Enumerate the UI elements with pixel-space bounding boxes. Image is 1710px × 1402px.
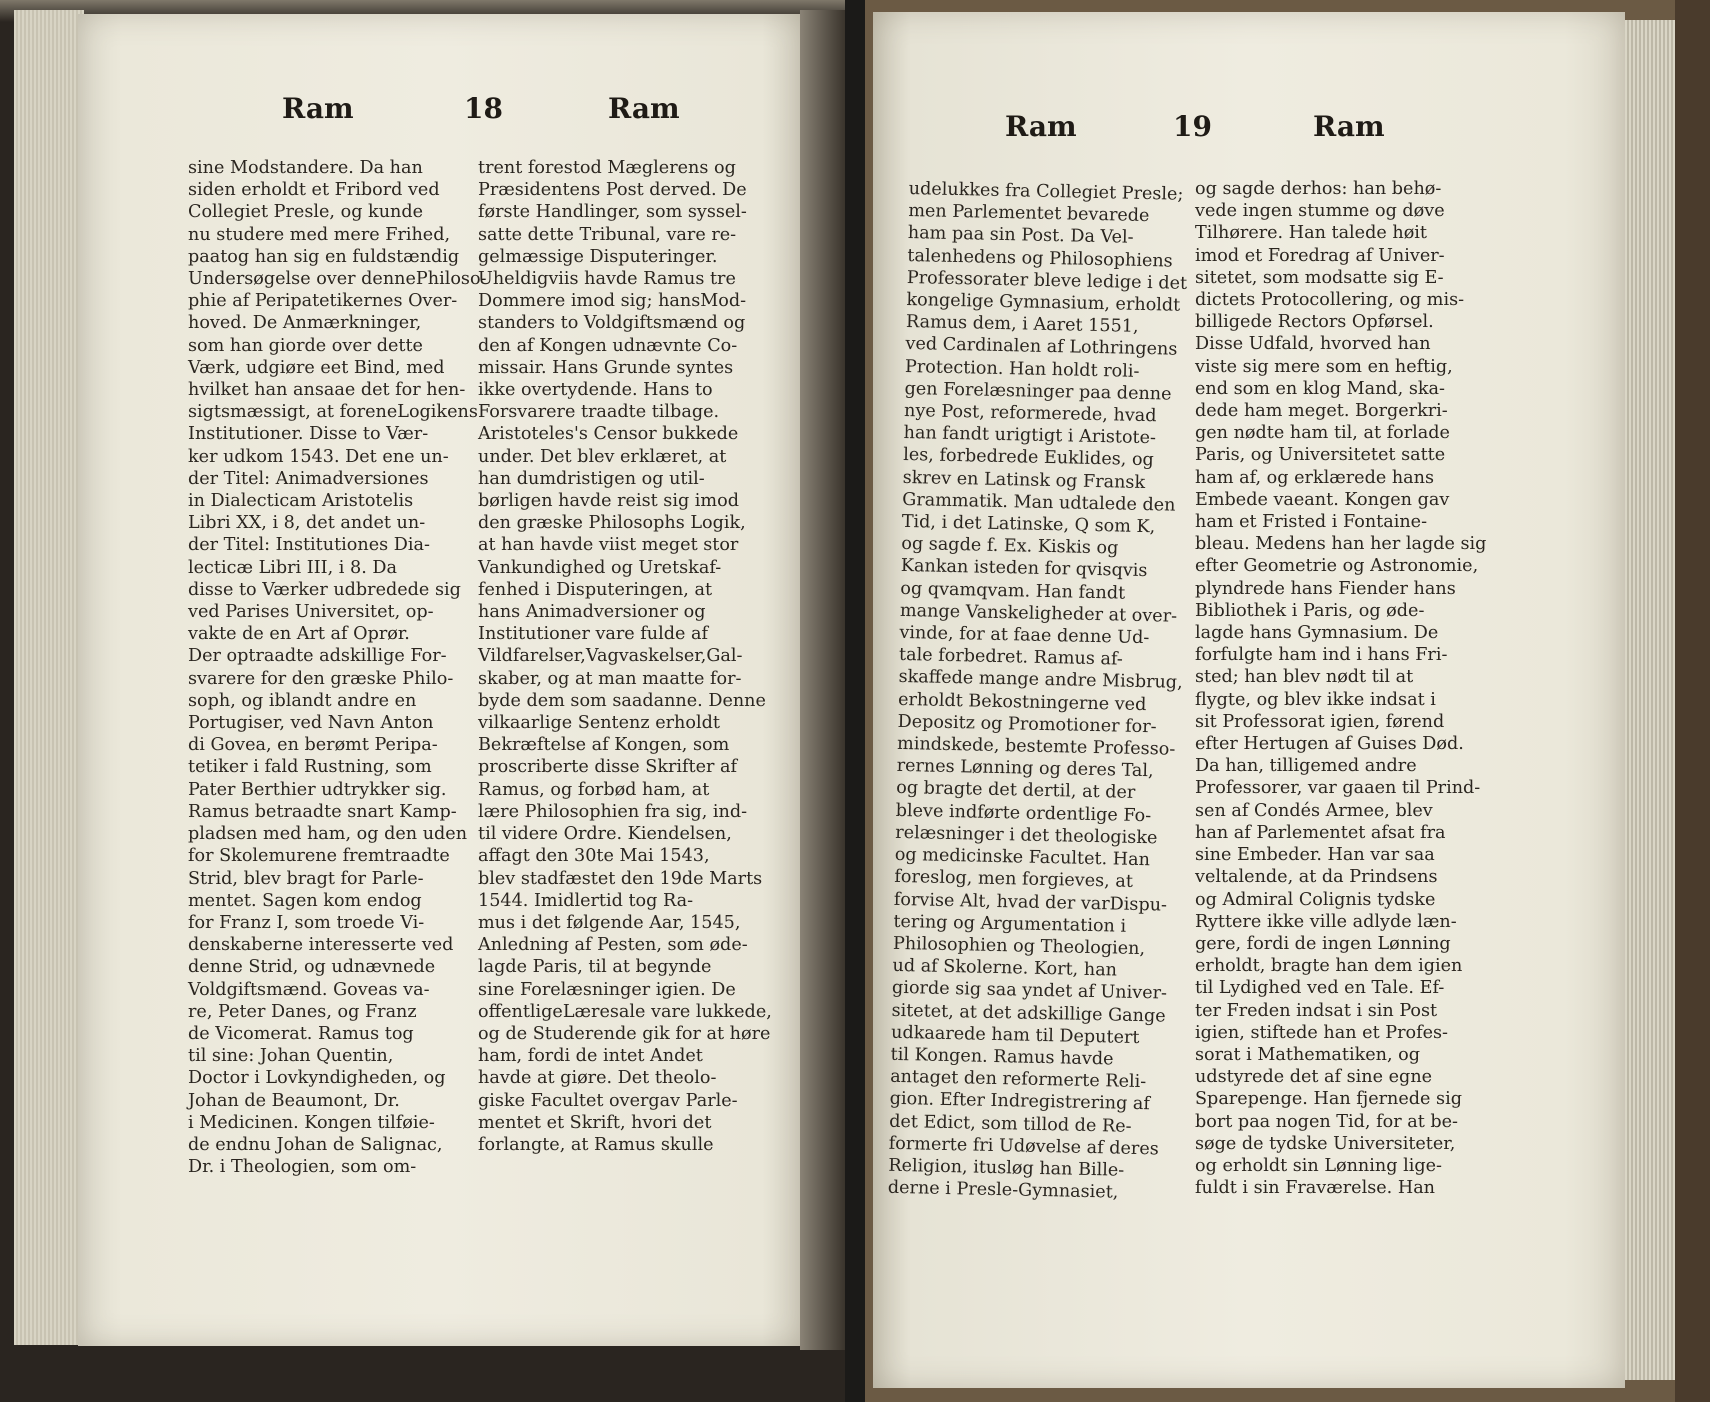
text-line: svarere for den græske Philo- [188, 668, 454, 689]
text-line: tering og Argumentation i [893, 911, 1127, 937]
text-line: billigede Rectors Opførsel. [1195, 312, 1434, 333]
text-line: soph, og iblandt andre en [188, 690, 417, 711]
text-line: vakte de en Art af Oprør. [188, 624, 410, 645]
text-line: udelukkes fra Collegiet Presle; [908, 178, 1184, 205]
text-line: re, Peter Danes, og Franz [188, 1001, 417, 1022]
text-line: giorde sig saa yndet af Univer- [891, 978, 1168, 1004]
text-line: lagde hans Gymnasium. De [1195, 623, 1439, 644]
text-line: Tid, i det Latinske, Q som K, [901, 511, 1156, 538]
text-column-2 [478, 157, 778, 1156]
text-line: fuldt i sin Fraværelse. Han [1195, 1178, 1436, 1199]
right-page-photo [865, 0, 1710, 1402]
text-line: de Vicomerat. Ramus tog [188, 1023, 414, 1044]
text-line: der Titel: Institutiones Dia- [188, 535, 430, 556]
left-page-photo [0, 0, 845, 1402]
text-line: der Titel: Animadversiones [188, 468, 429, 489]
text-line: Libri XX, i 8, det andet un- [188, 513, 426, 534]
text-line: mentet. Sagen kom endog [188, 890, 422, 911]
text-line: sigtsmæssigt, at foreneLogikens [188, 402, 478, 423]
text-line: den græske Philosophs Logik, [478, 513, 746, 534]
text-line: nu studere med mere Frihed, [188, 224, 451, 245]
text-line: for Skolemurene fremtraadte [188, 846, 450, 867]
text-line: dictets Protocollering, og mis- [1195, 290, 1465, 311]
text-line: sit Professorat igien, førend [1195, 711, 1445, 732]
text-line: flygte, og blev ikke indsat i [1195, 689, 1436, 710]
text-line: Da han, tilligemed andre [1195, 756, 1417, 777]
text-line: Uheldigviis havde Ramus tre [478, 269, 736, 290]
text-line: ham et Fristed i Fontaine- [1195, 512, 1428, 533]
text-line: sine Modstandere. Da han [188, 158, 423, 178]
text-line: ved Cardinalen af Lothringens [905, 334, 1178, 361]
text-line: Ramus betraadte snart Kamp- [188, 801, 457, 822]
text-line: giske Facultet overgav Parle- [478, 1090, 738, 1111]
text-line: nye Post, reformerede, hvad [903, 400, 1157, 427]
text-line: byde dem som saadanne. Denne [478, 690, 766, 711]
text-line: Der optraadte adskillige For- [188, 646, 447, 667]
text-line: proscriberte disse Skrifter af [478, 757, 738, 778]
right-page-edges [1625, 20, 1675, 1380]
text-line: skrev en Latinsk og Fransk [902, 467, 1146, 493]
text-line: in Dialecticam Aristotelis [188, 491, 414, 512]
text-line: og Admiral Colignis tydske [1195, 889, 1436, 910]
text-line: mindskede, bestemte Professo- [896, 733, 1176, 760]
text-line: for Franz I, som troede Vi- [188, 912, 425, 933]
text-line: veltalende, at da Prindsens [1195, 867, 1438, 888]
text-line: Disse Udfald, hvorved han [1195, 334, 1431, 355]
text-line: forvise Alt, hvad der varDispu- [893, 889, 1168, 916]
text-line: Kankan isteden for qvisqvis [900, 556, 1148, 582]
text-line: han af Parlementet afsat fra [1195, 822, 1446, 843]
text-line: standers to Voldgiftsmænd og [478, 313, 746, 334]
text-line: derne i Presle-Gymnasiet, [887, 1177, 1119, 1203]
text-line: til sine: Johan Quentin, [188, 1046, 394, 1067]
text-line: les, forbedrede Euklides, og [902, 445, 1154, 471]
text-line: han fandt urigtigt i Aristote- [903, 423, 1157, 449]
left-page-edges [14, 10, 84, 1345]
text-line: dede ham meget. Borgerkri- [1195, 401, 1448, 422]
text-line: vede ingen stumme og døve [1195, 201, 1445, 222]
text-line: phie af Peripatetikernes Over- [188, 291, 458, 312]
text-line: hvilket han ansaae det for hen- [188, 380, 466, 401]
text-line: de endnu Johan de Salignac, [188, 1134, 443, 1155]
text-line: bort paa nogen Tid, for at be- [1195, 1111, 1458, 1132]
text-line: til Kongen. Ramus havde [890, 1044, 1114, 1070]
text-line: ham, fordi de intet Andet [478, 1046, 703, 1067]
running-head-left: Ram [282, 92, 354, 125]
text-line: han dumdristigen og util- [478, 468, 705, 489]
text-line: viste sig mere som en heftig, [1195, 356, 1453, 377]
text-line: at han havde viist meget stor [478, 535, 739, 556]
text-line: forfulgte ham ind i hans Fri- [1195, 645, 1448, 666]
text-line: Collegiet Presle, og kunde [188, 202, 424, 223]
text-line: Aristoteles's Censor bukkede [478, 424, 739, 445]
text-line: til Lydighed ved en Tale. Ef- [1195, 978, 1445, 999]
text-line: i Medicinen. Kongen tilføie- [188, 1112, 435, 1133]
text-line: denskaberne interesserte ved [188, 935, 454, 956]
text-line: søge de tydske Universiteter, [1195, 1133, 1456, 1154]
text-line: Grammatik. Man udtalede den [902, 489, 1176, 516]
text-line: denne Strid, og udnævnede [188, 957, 436, 978]
text-line: udstyrede det af sine egne [1195, 1067, 1433, 1088]
text-line: vinde, for at faae denne Ud- [899, 622, 1150, 649]
text-line: og bragte det dertil, at der [896, 778, 1136, 804]
text-line: sitetet, som modsatte sig E- [1195, 267, 1444, 288]
text-line: Ramus, og forbød ham, at [478, 779, 710, 800]
text-line: børligen havde reist sig imod [478, 491, 739, 512]
text-line: foreslog, men forgieves, at [894, 867, 1134, 893]
text-line: Præsidentens Post derved. De [478, 180, 747, 201]
text-line: ker udkom 1543. Det ene un- [188, 446, 449, 467]
running-head-left: Ram [1005, 110, 1077, 143]
text-line: hans Animadversioner og [478, 602, 706, 623]
text-line: mus i det følgende Aar, 1545, [478, 912, 741, 933]
text-line: Ramus dem, i Aaret 1551, [905, 312, 1139, 338]
running-head-right: Ram [608, 92, 680, 125]
text-line: lagde Paris, til at begynde [478, 957, 712, 978]
text-line: Dommere imod sig; hansMod- [478, 291, 747, 312]
text-line: Portugiser, ved Navn Anton [188, 713, 434, 734]
text-line: og medicinske Facultet. Han [894, 844, 1151, 871]
text-line: Doctor i Lovkyndigheden, og [188, 1068, 446, 1089]
text-line: bleau. Medens han her lagde sig [1195, 534, 1487, 555]
text-line: Voldgiftsmænd. Goveas va- [188, 979, 430, 1000]
text-line: og sagde derhos: han behø- [1195, 179, 1442, 199]
text-line: trent forestod Mæglerens og [478, 158, 736, 178]
text-line: Ryttere ikke ville adlyde læn- [1195, 911, 1457, 932]
text-line: lecticæ Libri III, i 8. Da [188, 557, 398, 578]
text-line: gelmæssige Disputeringer. [478, 246, 718, 267]
text-line: Institutioner vare fulde af [478, 624, 709, 645]
text-line: sitetet, at det adskillige Gange [891, 1000, 1166, 1027]
running-head-right: Ram [1313, 110, 1385, 143]
text-line: Pater Berthier udtrykker sig. [188, 779, 447, 800]
text-column-2 [1195, 178, 1505, 1199]
text-line: vilkaarlige Sentenz erholdt [478, 713, 720, 734]
text-line: gen Forelæsninger paa denne [904, 378, 1172, 405]
text-line: sorat i Mathematiken, og [1195, 1044, 1421, 1065]
text-line: men Parlementet bevarede [908, 201, 1150, 227]
text-line: disse to Værker udbredede sig [188, 579, 461, 600]
text-line: lære Philosophien fra sig, ind- [478, 801, 748, 822]
text-line: første Handlinger, som syssel- [478, 202, 747, 223]
text-line: Bibliothek i Paris, og øde- [1195, 600, 1425, 621]
text-line: gion. Efter Indregistrering af [889, 1089, 1151, 1115]
text-line: di Govea, en berømt Peripa- [188, 735, 438, 756]
text-line: Undersøgelse over dennePhiloso- [188, 269, 487, 290]
text-line: rernes Lønning og deres Tal, [896, 756, 1154, 782]
text-line: tale forbedret. Ramus af- [898, 645, 1123, 670]
text-line: erholdt, bragte han dem igien [1195, 956, 1463, 977]
text-line: efter Hertugen af Guises Død. [1195, 734, 1464, 755]
text-line: gen nødte ham til, at forlade [1195, 423, 1450, 444]
text-line: bleve indførte ordentlige Fo- [895, 800, 1152, 826]
text-line: formerte fri Udøvelse af deres [888, 1133, 1159, 1160]
text-line: Depositz og Promotioner for- [897, 711, 1157, 738]
text-line: Anledning af Pesten, som øde- [478, 935, 748, 956]
text-line: havde at giøre. Det theolo- [478, 1068, 717, 1089]
text-line: Bekræftelse af Kongen, som [478, 735, 730, 756]
text-line: pladsen med ham, og den uden [188, 824, 468, 845]
text-line: ud af Skolerne. Kort, han [892, 955, 1118, 981]
text-line: missair. Hans Grunde syntes [478, 357, 734, 378]
text-line: mentet et Skrift, hvori det [478, 1112, 712, 1133]
page-number: 18 [464, 92, 503, 125]
text-line: tetiker i fald Rustning, som [188, 757, 432, 778]
text-line: hoved. De Anmærkninger, [188, 313, 422, 334]
text-line: Vankundighed og Uretskaf- [478, 557, 722, 578]
text-line: sted; han blev nødt til at [1195, 667, 1414, 688]
text-line: Religion, itusløg han Bille- [888, 1155, 1125, 1181]
text-line: igien, stiftede han et Profes- [1195, 1022, 1448, 1043]
text-line: efter Geometrie og Astronomie, [1195, 556, 1479, 577]
text-line: paatog han sig en fuldstændig [188, 246, 460, 267]
text-line: og qvamqvam. Han fandt [900, 578, 1126, 604]
text-line: forlangte, at Ramus skulle [478, 1134, 714, 1155]
text-line: Professorater bleve ledige i det [906, 267, 1188, 294]
text-line: siden erholdt et Fribord ved [188, 180, 440, 201]
cover-edge [1675, 0, 1710, 1402]
text-line: skaffede mange andre Misbrug, [898, 667, 1183, 694]
text-line: affagt den 30te Mai 1543, [478, 846, 710, 867]
binding-shadow [800, 10, 845, 1350]
text-line: mange Vanskeligheder at over- [899, 600, 1178, 627]
text-line: under. Det blev erklæret, at [478, 446, 727, 467]
text-line: 1544. Imidlertid tog Ra- [478, 890, 694, 911]
text-line: Philosophien og Theologien, [892, 933, 1146, 960]
text-line: Sparepenge. Han fjernede sig [1195, 1089, 1462, 1110]
text-line: gere, fordi de ingen Lønning [1195, 933, 1451, 954]
text-line: til videre Ordre. Kiendelsen, [478, 824, 732, 845]
text-line: ham af, og erklærede hans [1195, 467, 1435, 488]
text-line: Forsvarere traadte tilbage. [478, 402, 720, 423]
text-line: Institutioner. Disse to Vær- [188, 424, 429, 445]
page-18 [78, 14, 806, 1346]
text-line: fenhed i Disputeringen, at [478, 579, 713, 600]
text-line: og sagde f. Ex. Kiskis og [901, 534, 1119, 559]
text-line: ter Freden indsat i sin Post [1195, 1000, 1438, 1021]
text-line: erholdt Bekostningerne ved [897, 689, 1147, 715]
text-line: blev stadfæstet den 19de Marts [478, 868, 763, 889]
text-line: Vildfarelser,Vagvaskelser,Gal- [478, 646, 743, 667]
text-line: den af Kongen udnævnte Co- [478, 335, 738, 356]
text-column-1 [188, 157, 508, 1178]
text-line: ham paa sin Post. Da Vel- [907, 223, 1134, 249]
text-line: og erholdt sin Lønning lige- [1195, 1155, 1442, 1176]
text-line: Protection. Han holdt roli- [904, 356, 1140, 382]
text-line: relæsninger i det theologiske [895, 822, 1158, 849]
text-line: end som en klog Mand, ska- [1195, 378, 1445, 399]
page-number: 19 [1173, 110, 1212, 143]
text-line: ved Parises Universitet, op- [188, 602, 434, 623]
text-line: ikke overtydende. Hans to [478, 380, 713, 401]
text-line: skaber, og at man maatte for- [478, 668, 742, 689]
text-line: det Edict, som tillod de Re- [889, 1111, 1132, 1137]
text-line: sen af Condés Armee, blev [1195, 800, 1433, 821]
text-line: satte dette Tribunal, vare re- [478, 224, 737, 245]
text-line: plyndrede hans Fiender hans [1195, 578, 1456, 599]
text-line: imod et Foredrag af Univer- [1195, 245, 1445, 266]
text-line: Dr. i Theologien, som om- [188, 1157, 417, 1178]
text-line: Johan de Beaumont, Dr. [188, 1090, 400, 1111]
text-column-1 [888, 178, 1209, 1205]
text-line: Værk, udgiøre eet Bind, med [188, 357, 445, 378]
text-line: sine Embeder. Han var saa [1195, 845, 1435, 866]
text-line: Strid, blev bragt for Parle- [188, 868, 424, 889]
text-line: Paris, og Universitetet satte [1195, 445, 1446, 466]
text-line: offentligeLæresale vare lukkede, [478, 1001, 772, 1022]
text-line: Tilhørere. Han talede høit [1195, 223, 1427, 244]
text-line: Embede vaeant. Kongen gav [1195, 489, 1450, 510]
text-line: som han giorde over dette [188, 335, 423, 356]
text-line: og de Studerende gik for at høre [478, 1023, 771, 1044]
text-line: sine Forelæsninger igien. De [478, 979, 736, 1000]
text-line: antaget den reformerte Reli- [889, 1066, 1147, 1093]
text-line: kongelige Gymnasium, erholdt [906, 289, 1181, 316]
text-line: talenhedens og Philosophiens [907, 245, 1173, 272]
text-line: udkaarede ham til Deputert [890, 1022, 1140, 1048]
text-line: Professorer, var gaaen til Prind- [1195, 778, 1481, 799]
page-19 [873, 12, 1625, 1388]
